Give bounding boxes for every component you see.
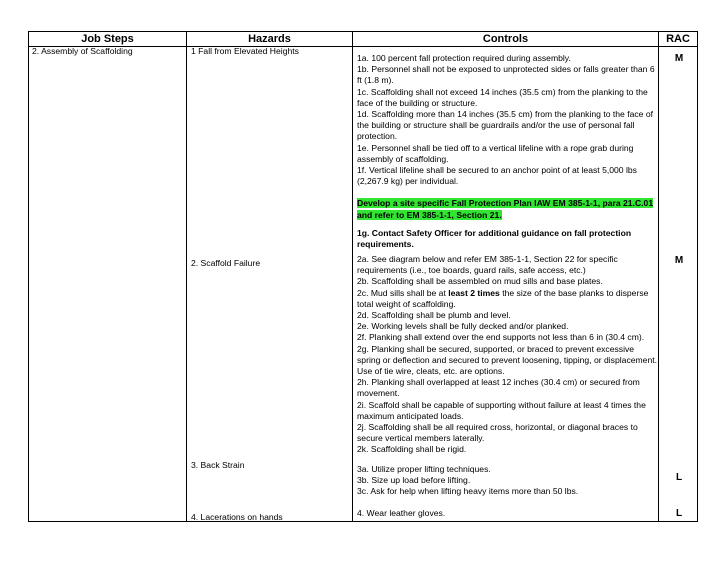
control-item: 2g. Planking shall be secured, supported, or braced to prevent excessive spring or deflection and secured to prevent loosening, tipping, or displacement. Use of tie wire, cleats, etc. are options. xyxy=(357,343,658,377)
control-item: 1e. Personnel shall be tied off to a vertical lifeline with a rope grab during assembly of scaffolding. xyxy=(357,142,634,164)
jha-table xyxy=(28,31,698,522)
control-item: 2a. See diagram below and refer EM 385-1-1, Section 22 for specific requirements (i.e., toe boards, guard rails, safe access, etc.) xyxy=(357,254,618,276)
rac-value: M xyxy=(674,255,684,266)
hazard-label: 1 Fall from Elevated Heights xyxy=(191,46,299,56)
control-item: 2b. Scaffolding shall be assembled on mud sills and base plates. xyxy=(357,276,603,287)
control-item: 2c. Mud sills shall be at least 2 times the size of the base planks to disperse total weight of scaffolding. xyxy=(357,287,649,309)
header-rac: RAC xyxy=(666,33,690,45)
control-item: 1d. Scaffolding more than 14 inches (35.5 cm) from the planking to the face of the building or structure shall be guardrails and/or the use of personal fall protection. xyxy=(357,109,654,142)
header-controls: Controls xyxy=(482,33,529,45)
header-hazards: Hazards xyxy=(248,33,291,45)
control-item: 1a. 100 percent fall protection required during assembly. xyxy=(357,53,571,63)
control-item: 2i. Scaffold shall be capable of supporting without failure at least 4 times the maximum anticipated loads. xyxy=(357,399,646,421)
controls-group-1 xyxy=(357,53,657,250)
control-item: 2e. Working levels shall be fully decked and/or planked. xyxy=(357,321,569,332)
hazard-label: 2. Scaffold Failure xyxy=(191,258,261,268)
col-divider xyxy=(352,32,353,521)
controls-group-3 xyxy=(357,464,657,498)
hazard-label: 3. Back Strain xyxy=(191,460,245,470)
control-item: 3b. Size up load before lifting. xyxy=(357,475,471,486)
control-item: 4. Wear leather gloves. xyxy=(357,508,446,518)
control-item: 2j. Scaffolding shall be all required cross, horizontal, or diagonal braces to secure vertical members laterally. xyxy=(357,422,638,444)
controls-group-4 xyxy=(357,508,657,519)
control-item: 2f. Planking shall extend over the end supports not less than 6 in (30.4 cm). xyxy=(357,332,645,343)
control-item: 3a. Utilize proper lifting techniques. xyxy=(357,464,491,474)
rac-value: M xyxy=(674,53,684,64)
col-divider xyxy=(658,32,659,521)
col-divider xyxy=(186,32,187,521)
fall-protection-plan-note: Develop a site specific Fall Protection Plan IAW EM 385-1-1, para 21.C.01 and refer to EM 385-1-1, Section 21. xyxy=(357,198,654,220)
control-item: 1f. Vertical lifeline shall be secured to an anchor point of at least 5,000 lbs (2,267.9 kg) per individual. xyxy=(357,165,637,187)
header-job-steps: Job Steps xyxy=(81,33,134,45)
hazard-label: 4. Lacerations on hands xyxy=(191,512,283,522)
contact-safety-officer-note: 1g. Contact Safety Officer for additional guidance on fall protection requirements. xyxy=(357,227,632,250)
control-item: 1b. Personnel shall not be exposed to unprotected sides or falls greater than 6 ft (1.8 m). xyxy=(357,64,655,86)
control-item: 2k. Scaffolding shall be rigid. xyxy=(357,444,467,455)
control-item: 1c. Scaffolding shall not exceed 14 inches (35.5 cm) from the planking to the face of the building or structure. xyxy=(357,86,648,108)
control-item: 2d. Scaffolding shall be plumb and level. xyxy=(357,310,511,321)
rac-value: L xyxy=(675,472,683,483)
control-item: 3c. Ask for help when lifting heavy items more than 50 lbs. xyxy=(357,486,579,497)
rac-value: L xyxy=(675,508,683,519)
job-step-label: 2. Assembly of Scaffolding xyxy=(32,46,133,56)
controls-group-2 xyxy=(357,254,657,456)
control-item: 2h. Planking shall overlapped at least 12 inches (30.4 cm) or secured from movement. xyxy=(357,377,640,399)
